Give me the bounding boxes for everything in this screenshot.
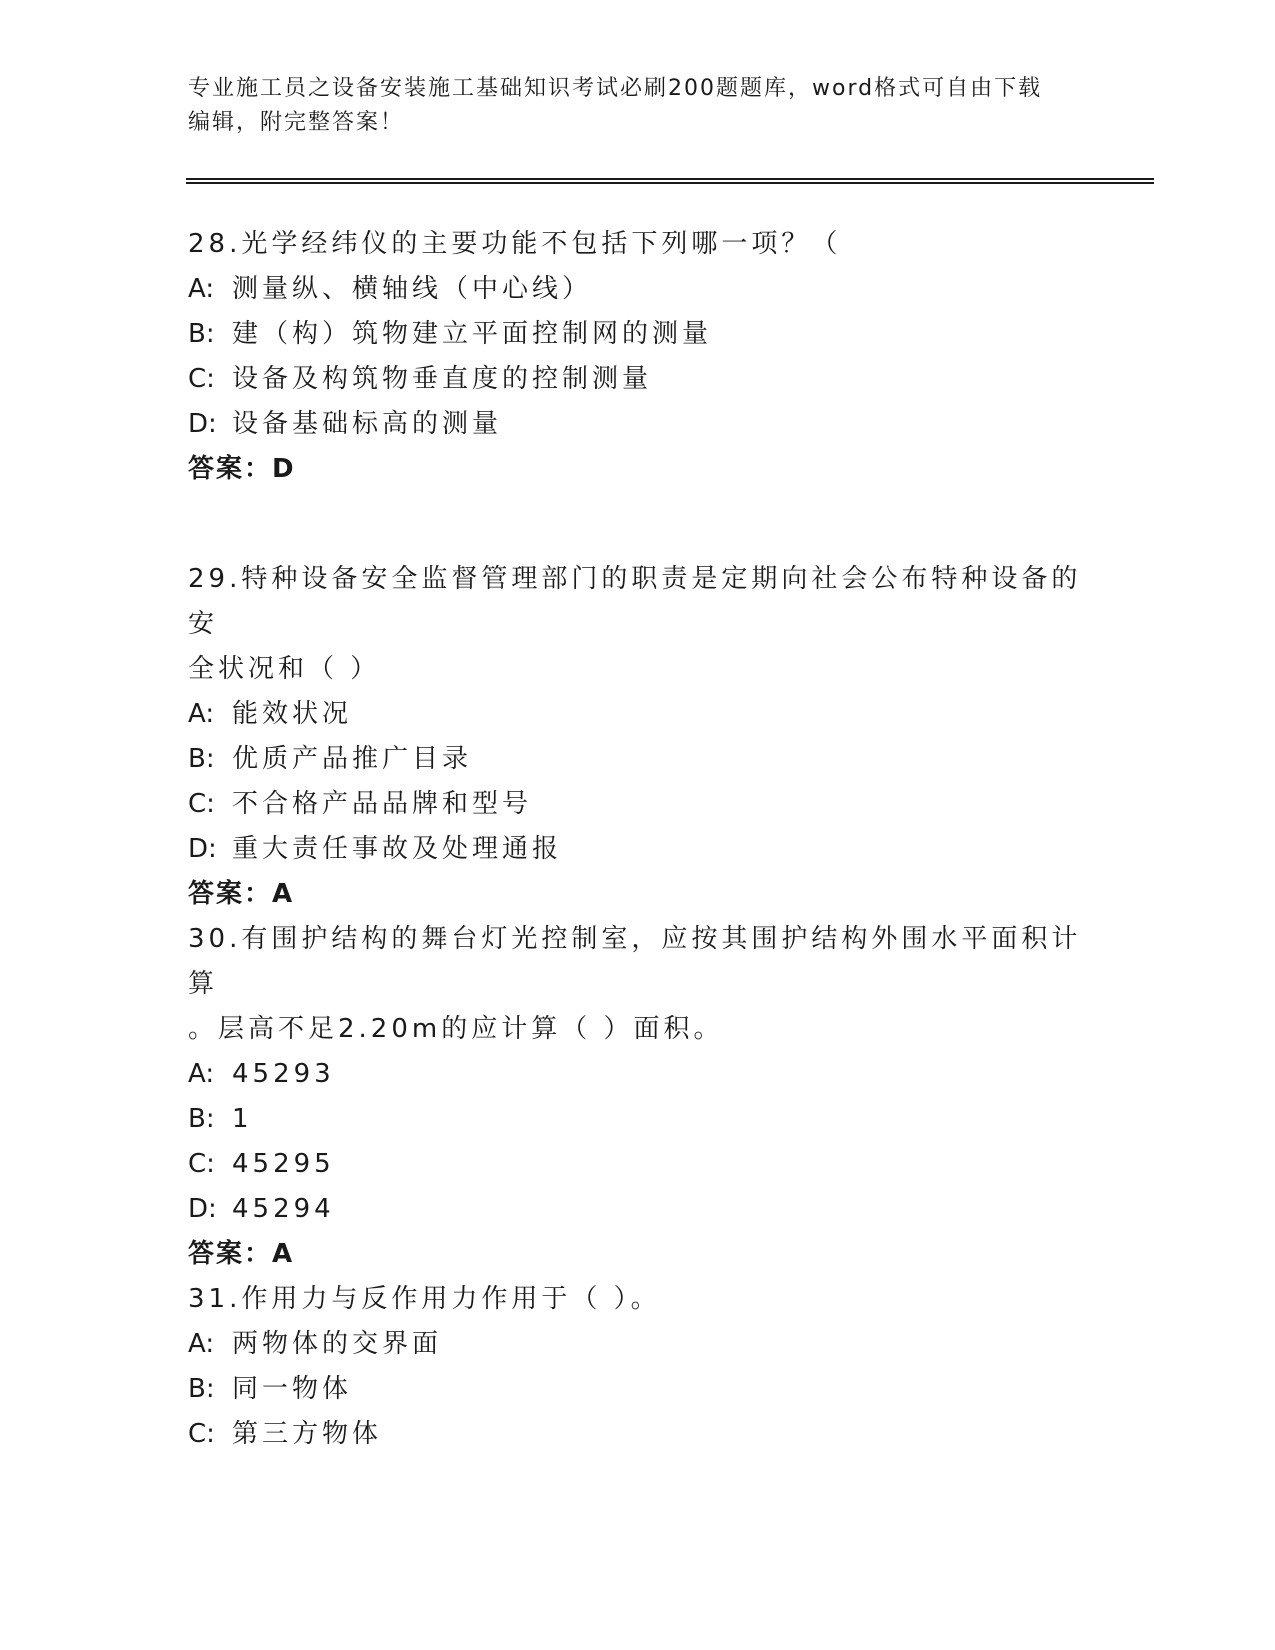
answer: 答案：D <box>188 454 296 484</box>
option-c <box>188 1142 1088 1187</box>
option-c <box>188 357 1088 402</box>
option-key: B: <box>188 1104 215 1134</box>
answer: 答案：A <box>188 879 295 909</box>
header-line-2: 编辑，附完整答案！ <box>188 110 405 135</box>
question-stem: 31.作用力与反作用力作用于（ ）。 <box>188 1284 661 1314</box>
option-key: A: <box>188 274 215 304</box>
option-text: 测量纵、横轴线（中心线） <box>232 274 593 304</box>
option-key: B: <box>188 319 215 349</box>
option-key: C: <box>188 1149 215 1179</box>
option-d <box>188 1187 1088 1232</box>
option-key: D: <box>188 1194 217 1224</box>
option-text: 45295 <box>232 1149 335 1179</box>
question-31 <box>188 1277 1088 1457</box>
question-stem-line-1: 30.有围护结构的舞台灯光控制室，应按其围护结构外围水平面积计算 <box>188 924 1082 999</box>
option-text: 建（构）筑物建立平面控制网的测量 <box>232 319 713 349</box>
option-c <box>188 1412 1088 1457</box>
option-text: 重大责任事故及处理通报 <box>232 834 563 864</box>
option-text: 第三方物体 <box>232 1419 383 1449</box>
option-b <box>188 312 1088 357</box>
option-key: C: <box>188 1419 215 1449</box>
option-c <box>188 782 1088 827</box>
question-stem-line-2: 。层高不足2.20m的应计算（ ）面积。 <box>188 1014 724 1044</box>
question-30 <box>188 917 1088 1277</box>
option-text: 设备及构筑物垂直度的控制测量 <box>232 364 653 394</box>
rule-line-top <box>186 178 1154 180</box>
document-header <box>188 72 1068 140</box>
option-b <box>188 1097 1088 1142</box>
option-d <box>188 402 1088 447</box>
question-stem-line-2: 全状况和（ ） <box>188 654 381 684</box>
rule-line-bottom <box>186 182 1154 184</box>
option-d <box>188 827 1088 872</box>
option-text: 同一物体 <box>232 1374 353 1404</box>
option-text: 优质产品推广目录 <box>232 744 473 774</box>
option-text: 不合格产品品牌和型号 <box>232 789 533 819</box>
option-text: 1 <box>232 1104 253 1134</box>
option-key: B: <box>188 1374 215 1404</box>
option-a <box>188 1322 1088 1367</box>
option-key: B: <box>188 744 215 774</box>
option-key: C: <box>188 364 215 394</box>
option-text: 设备基础标高的测量 <box>232 409 503 439</box>
option-key: A: <box>188 1329 215 1359</box>
option-text: 45294 <box>232 1194 335 1224</box>
answer: 答案：A <box>188 1239 295 1269</box>
question-stem: 28.光学经纬仪的主要功能不包括下列哪一项？（ <box>188 229 842 259</box>
option-text: 两物体的交界面 <box>232 1329 443 1359</box>
option-a <box>188 1052 1088 1097</box>
option-b <box>188 1367 1088 1412</box>
question-stem-line-1: 29.特种设备安全监督管理部门的职责是定期向社会公布特种设备的安 <box>188 564 1082 639</box>
option-text: 45293 <box>232 1059 335 1089</box>
option-key: A: <box>188 699 215 729</box>
question-29 <box>188 557 1088 917</box>
option-b <box>188 737 1088 782</box>
option-key: A: <box>188 1059 215 1089</box>
header-double-rule <box>186 178 1154 184</box>
option-key: C: <box>188 789 215 819</box>
option-a <box>188 692 1088 737</box>
option-key: D: <box>188 834 217 864</box>
option-a <box>188 267 1088 312</box>
option-text: 能效状况 <box>232 699 353 729</box>
header-line-1: 专业施工员之设备安装施工基础知识考试必刷200题题库，word格式可自由下载 <box>188 76 1043 101</box>
question-28 <box>188 222 1088 492</box>
option-key: D: <box>188 409 217 439</box>
